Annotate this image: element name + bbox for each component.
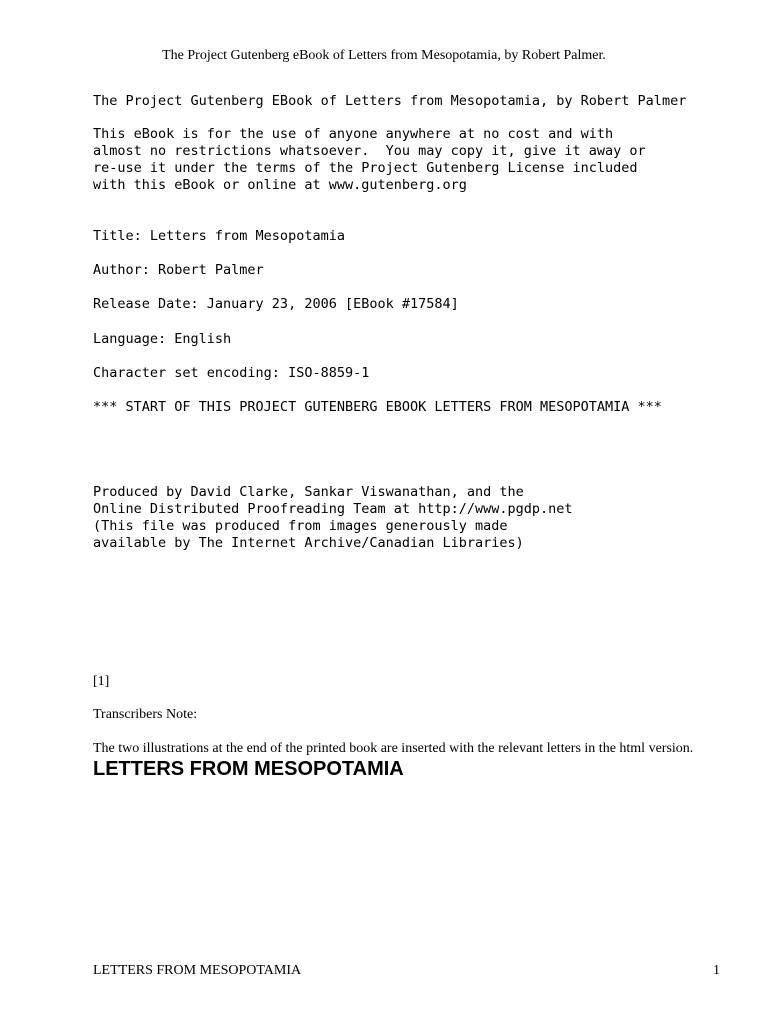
- transcriber-note-label: Transcribers Note:: [93, 707, 198, 722]
- license-line-2: almost no restrictions whatsoever. You may copy it, give it away or: [93, 143, 646, 159]
- release-date-line: Release Date: January 23, 2006 [EBook #17584]: [93, 296, 459, 312]
- footer-page-number: 1: [713, 963, 720, 978]
- author-line: Author: Robert Palmer: [93, 262, 264, 278]
- credit-line-4: available by The Internet Archive/Canadian Libraries): [93, 535, 524, 551]
- license-line-3: re-use it under the terms of the Project Gutenberg License included: [93, 160, 638, 176]
- running-header: The Project Gutenberg eBook of Letters from Mesopotamia, by Robert Palmer.: [162, 48, 606, 63]
- encoding-line: Character set encoding: ISO-8859-1: [93, 365, 370, 381]
- page-marker: [1]: [93, 674, 110, 689]
- transcriber-note-text: The two illustrations at the end of the printed book are inserted with the relevant letters in the html version.: [93, 741, 694, 756]
- credit-line-2: Online Distributed Proofreading Team at http://www.pgdp.net: [93, 501, 573, 517]
- license-line-1: This eBook is for the use of anyone anywhere at no cost and with: [93, 126, 614, 142]
- ebook-line: The Project Gutenberg EBook of Letters from Mesopotamia, by Robert Palmer: [93, 93, 687, 109]
- language-line: Language: English: [93, 331, 232, 347]
- license-line-4: with this eBook or online at www.gutenberg.org: [93, 177, 467, 193]
- book-title: LETTERS FROM MESOPOTAMIA: [93, 758, 404, 780]
- credit-line-1: Produced by David Clarke, Sankar Viswanathan, and the: [93, 484, 524, 500]
- title-line: Title: Letters from Mesopotamia: [93, 228, 345, 244]
- credit-line-3: (This file was produced from images generously made: [93, 518, 508, 534]
- footer-running-title: LETTERS FROM MESOPOTAMIA: [93, 963, 302, 978]
- start-marker-line: *** START OF THIS PROJECT GUTENBERG EBOOK LETTERS FROM MESOPOTAMIA ***: [93, 399, 662, 415]
